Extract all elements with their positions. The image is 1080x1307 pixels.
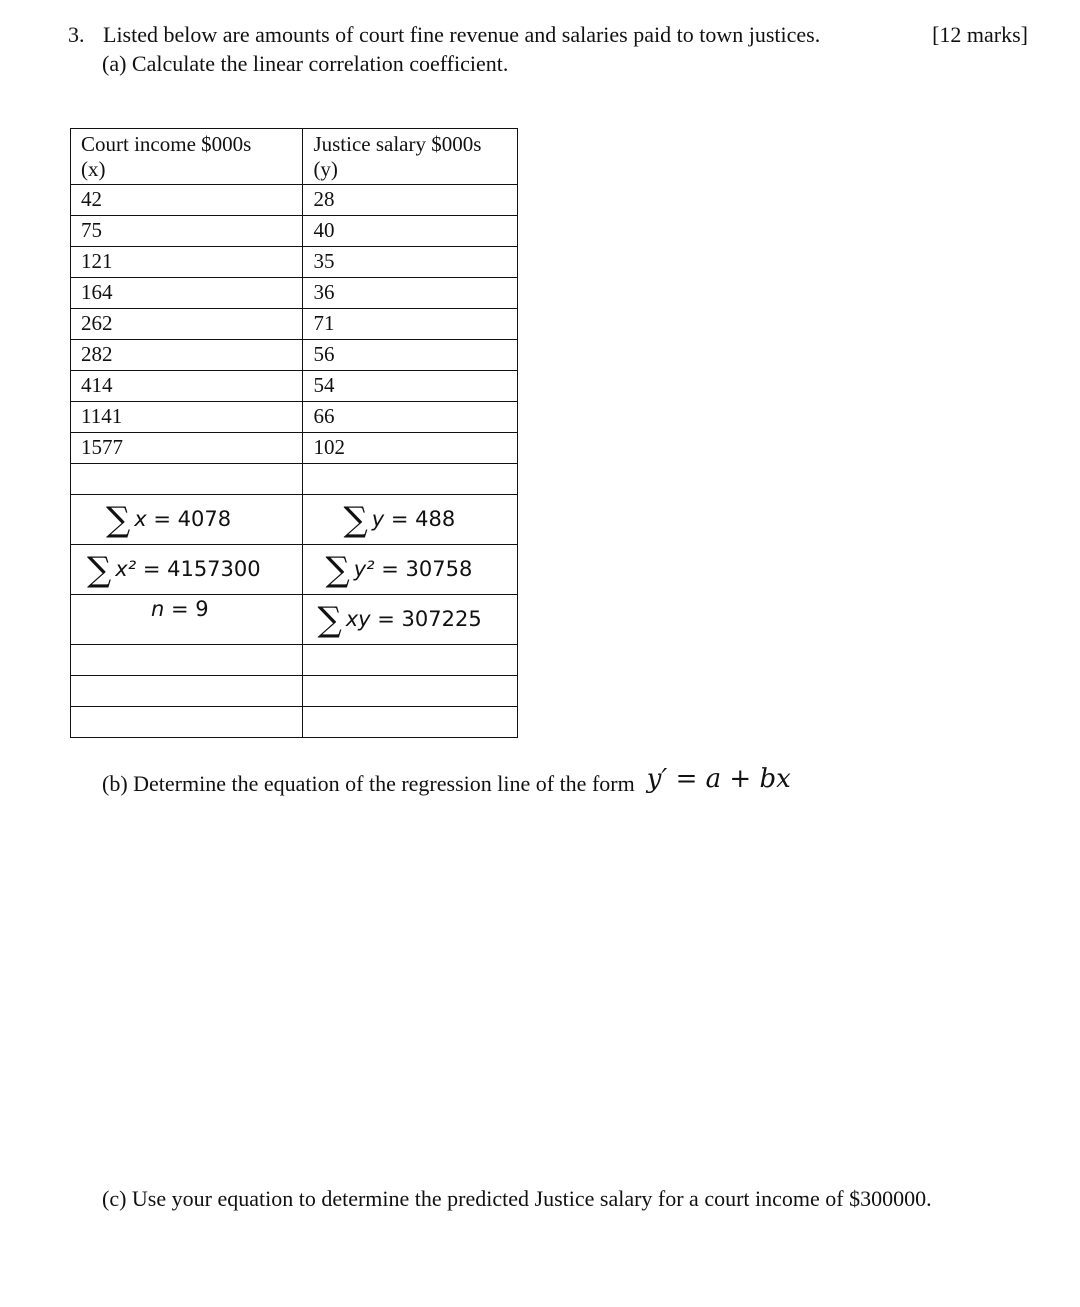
question-text: Listed below are amounts of court fine revenue and salaries paid to town justices. — [103, 22, 821, 47]
y-cell: 56 — [303, 340, 518, 371]
x-cell: 75 — [71, 216, 303, 247]
table-row — [71, 216, 518, 247]
y-cell: 102 — [303, 433, 518, 464]
question-number: 3. — [68, 22, 85, 47]
part-b-prompt: (b) Determine the equation of the regression line of the form y′ = a + bx — [102, 764, 791, 796]
part-a-prompt: (a) Calculate the linear correlation coefficient. — [102, 51, 509, 76]
sum-y2-cell: ∑ y² = 30758 — [303, 545, 518, 595]
sigma-icon: ∑ — [106, 499, 131, 540]
x-cell: 282 — [71, 340, 303, 371]
header-court-income: Court income $000s (x) — [71, 129, 303, 185]
y-cell: 36 — [303, 278, 518, 309]
sigma-icon: ∑ — [325, 549, 350, 590]
n-cell: n = 9 — [71, 595, 303, 645]
table-row — [71, 278, 518, 309]
sum-row — [71, 495, 518, 545]
y-cell: 71 — [303, 309, 518, 340]
blank-row — [71, 464, 518, 495]
sum-y-cell: ∑ y = 488 — [303, 495, 518, 545]
x-cell: 42 — [71, 185, 303, 216]
table-row — [71, 340, 518, 371]
sum-xy-cell: ∑ xy = 307225 — [303, 595, 518, 645]
data-table — [70, 128, 518, 738]
y-cell: 54 — [303, 371, 518, 402]
y-cell: 66 — [303, 402, 518, 433]
blank-row — [71, 707, 518, 738]
table-header-row — [71, 129, 518, 185]
sigma-icon: ∑ — [87, 549, 112, 590]
sum-x-cell: ∑ x = 4078 — [71, 495, 303, 545]
x-cell: 164 — [71, 278, 303, 309]
blank-row — [71, 645, 518, 676]
x-cell: 1577 — [71, 433, 303, 464]
part-c-prompt: (c) Use your equation to determine the predicted Justice salary for a court income of $300000. — [102, 1186, 932, 1211]
sigma-icon: ∑ — [343, 499, 368, 540]
marks-label: [12 marks] — [932, 22, 1028, 47]
table-row — [71, 247, 518, 278]
x-cell: 121 — [71, 247, 303, 278]
table-row — [71, 371, 518, 402]
y-cell: 40 — [303, 216, 518, 247]
blank-row — [71, 676, 518, 707]
x-cell: 262 — [71, 309, 303, 340]
y-cell: 28 — [303, 185, 518, 216]
y-cell: 35 — [303, 247, 518, 278]
table-row — [71, 402, 518, 433]
table-row — [71, 185, 518, 216]
sigma-icon: ∑ — [317, 599, 342, 640]
x-cell: 1141 — [71, 402, 303, 433]
table-row — [71, 309, 518, 340]
sum-row — [71, 545, 518, 595]
x-cell: 414 — [71, 371, 303, 402]
header-justice-salary: Justice salary $000s (y) — [303, 129, 518, 185]
sum-row — [71, 595, 518, 645]
regression-equation: y′ = a + bx — [646, 764, 791, 794]
table-row — [71, 433, 518, 464]
sum-x2-cell: ∑ x² = 4157300 — [71, 545, 303, 595]
